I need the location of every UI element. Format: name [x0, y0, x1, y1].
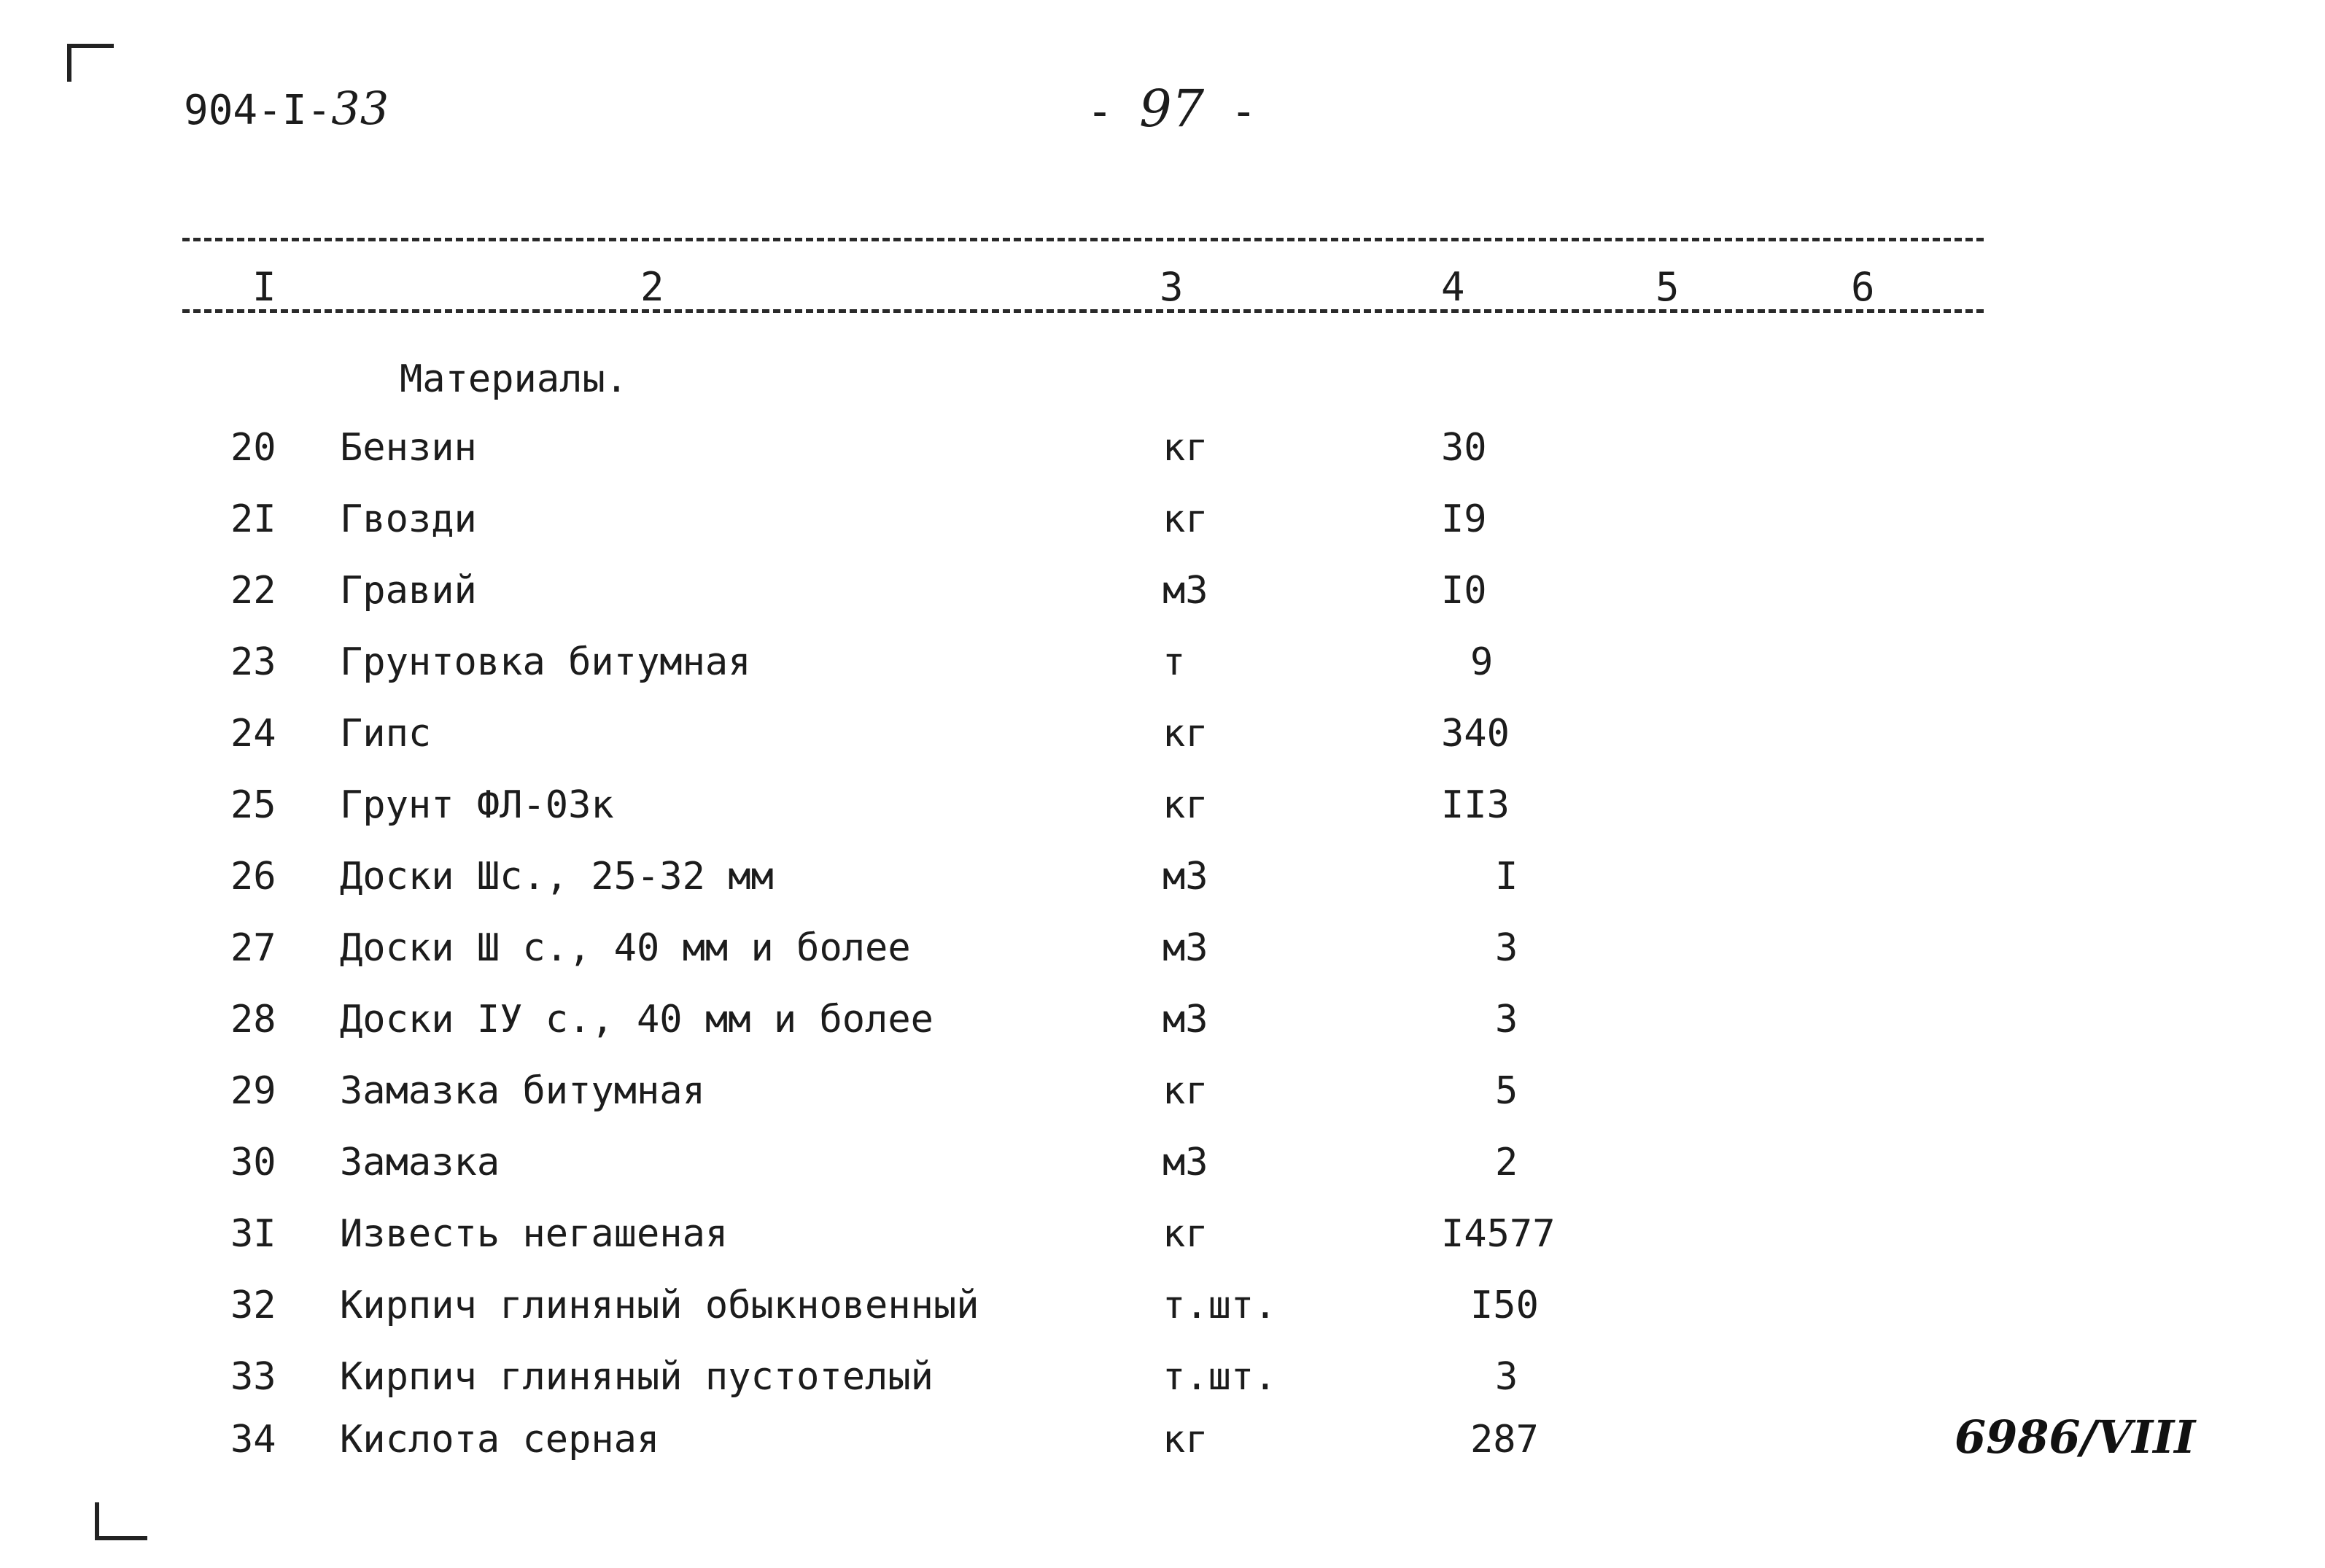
table-row: [0, 998, 2325, 1056]
unit: кг: [1162, 712, 1208, 756]
row-number: 3I: [230, 1212, 276, 1256]
quantity: 340: [1441, 712, 1510, 756]
material-name: Гравий: [340, 569, 477, 613]
unit: м3: [1162, 998, 1208, 1041]
table-row: [0, 783, 2325, 842]
material-name: Замазка: [340, 1141, 500, 1184]
material-name: Замазка битумная: [340, 1069, 705, 1113]
row-number: 27: [230, 926, 276, 970]
page-number-dash-left: -: [1087, 86, 1114, 137]
column-header-3: 3: [1160, 264, 1184, 310]
quantity: I9: [1441, 497, 1487, 541]
quantity: 3: [1495, 998, 1518, 1041]
table-row: [0, 1141, 2325, 1199]
quantity: I50: [1470, 1284, 1539, 1327]
section-title: Материалы.: [400, 357, 629, 401]
unit: кг: [1162, 1212, 1208, 1256]
table-header-rule: [182, 309, 1984, 313]
row-number: 29: [230, 1069, 276, 1113]
unit: т.шт.: [1162, 1284, 1277, 1327]
table-row: [0, 1284, 2325, 1342]
unit: м3: [1162, 569, 1208, 613]
page-number-value: 97: [1139, 79, 1205, 139]
material-name: Гвозди: [340, 497, 477, 541]
quantity: 5: [1495, 1069, 1518, 1113]
quantity: 3: [1495, 926, 1518, 970]
material-name: Бензин: [340, 426, 477, 470]
unit: т: [1162, 640, 1186, 684]
quantity: 2: [1495, 1141, 1518, 1184]
table-row: [0, 1069, 2325, 1128]
row-number: 24: [230, 712, 276, 756]
table-row: [0, 1212, 2325, 1270]
unit: кг: [1162, 497, 1208, 541]
corner-mark-top-left: [67, 44, 114, 82]
row-number: 28: [230, 998, 276, 1041]
column-header-2: 2: [640, 264, 664, 310]
quantity: 30: [1441, 426, 1487, 470]
row-number: 22: [230, 569, 276, 613]
material-name: Доски Ш с., 40 мм и более: [340, 926, 911, 970]
table-row: [0, 712, 2325, 770]
row-number: 25: [230, 783, 276, 827]
row-number: 34: [230, 1418, 276, 1462]
column-header-1: I: [252, 264, 276, 310]
quantity: II3: [1441, 783, 1510, 827]
material-name: Кирпич глиняный пустотелый: [340, 1355, 934, 1399]
quantity: 287: [1470, 1418, 1539, 1462]
column-header-6: 6: [1851, 264, 1875, 310]
material-name: Грунтовка битумная: [340, 640, 751, 684]
quantity: I: [1495, 855, 1518, 899]
table-row: [0, 497, 2325, 556]
table-row: [0, 569, 2325, 627]
row-number: 32: [230, 1284, 276, 1327]
row-number: 30: [230, 1141, 276, 1184]
unit: кг: [1162, 783, 1208, 827]
material-name: Кислота серная: [340, 1418, 660, 1462]
quantity: 3: [1495, 1355, 1518, 1399]
column-header-5: 5: [1656, 264, 1680, 310]
document-code: [184, 82, 389, 135]
material-name: Доски Шс., 25-32 мм: [340, 855, 774, 899]
page-number-dash-right: -: [1230, 86, 1257, 137]
document-code-prefix: 904-I-: [184, 87, 332, 134]
unit: м3: [1162, 855, 1208, 899]
material-name: Известь негашеная: [340, 1212, 729, 1256]
row-number: 33: [230, 1355, 276, 1399]
table-row: [0, 640, 2325, 699]
material-name: Грунт ФЛ-03к: [340, 783, 614, 827]
quantity: I0: [1441, 569, 1487, 613]
material-name: Гипс: [340, 712, 432, 756]
table-top-rule: [182, 238, 1984, 241]
unit: м3: [1162, 926, 1208, 970]
row-number: 26: [230, 855, 276, 899]
unit: кг: [1162, 426, 1208, 470]
material-name: Доски IУ с., 40 мм и более: [340, 998, 934, 1041]
row-number: 2I: [230, 497, 276, 541]
document-code-suffix: 33: [331, 82, 389, 135]
handwritten-inventory-note: 6986/VIII: [1955, 1410, 2196, 1464]
page-number: [1087, 79, 1257, 139]
corner-mark-bottom-left: [95, 1502, 147, 1540]
row-number: 23: [230, 640, 276, 684]
quantity: 9: [1470, 640, 1494, 684]
quantity: I4577: [1441, 1212, 1556, 1256]
material-name: Кирпич глиняный обыкновенный: [340, 1284, 979, 1327]
table-row: [0, 426, 2325, 484]
unit: кг: [1162, 1069, 1208, 1113]
unit: кг: [1162, 1418, 1208, 1462]
table-row: [0, 855, 2325, 913]
unit: м3: [1162, 1141, 1208, 1184]
table-row: [0, 1355, 2325, 1413]
table-row: [0, 926, 2325, 985]
column-header-4: 4: [1441, 264, 1465, 310]
row-number: 20: [230, 426, 276, 470]
unit: т.шт.: [1162, 1355, 1277, 1399]
